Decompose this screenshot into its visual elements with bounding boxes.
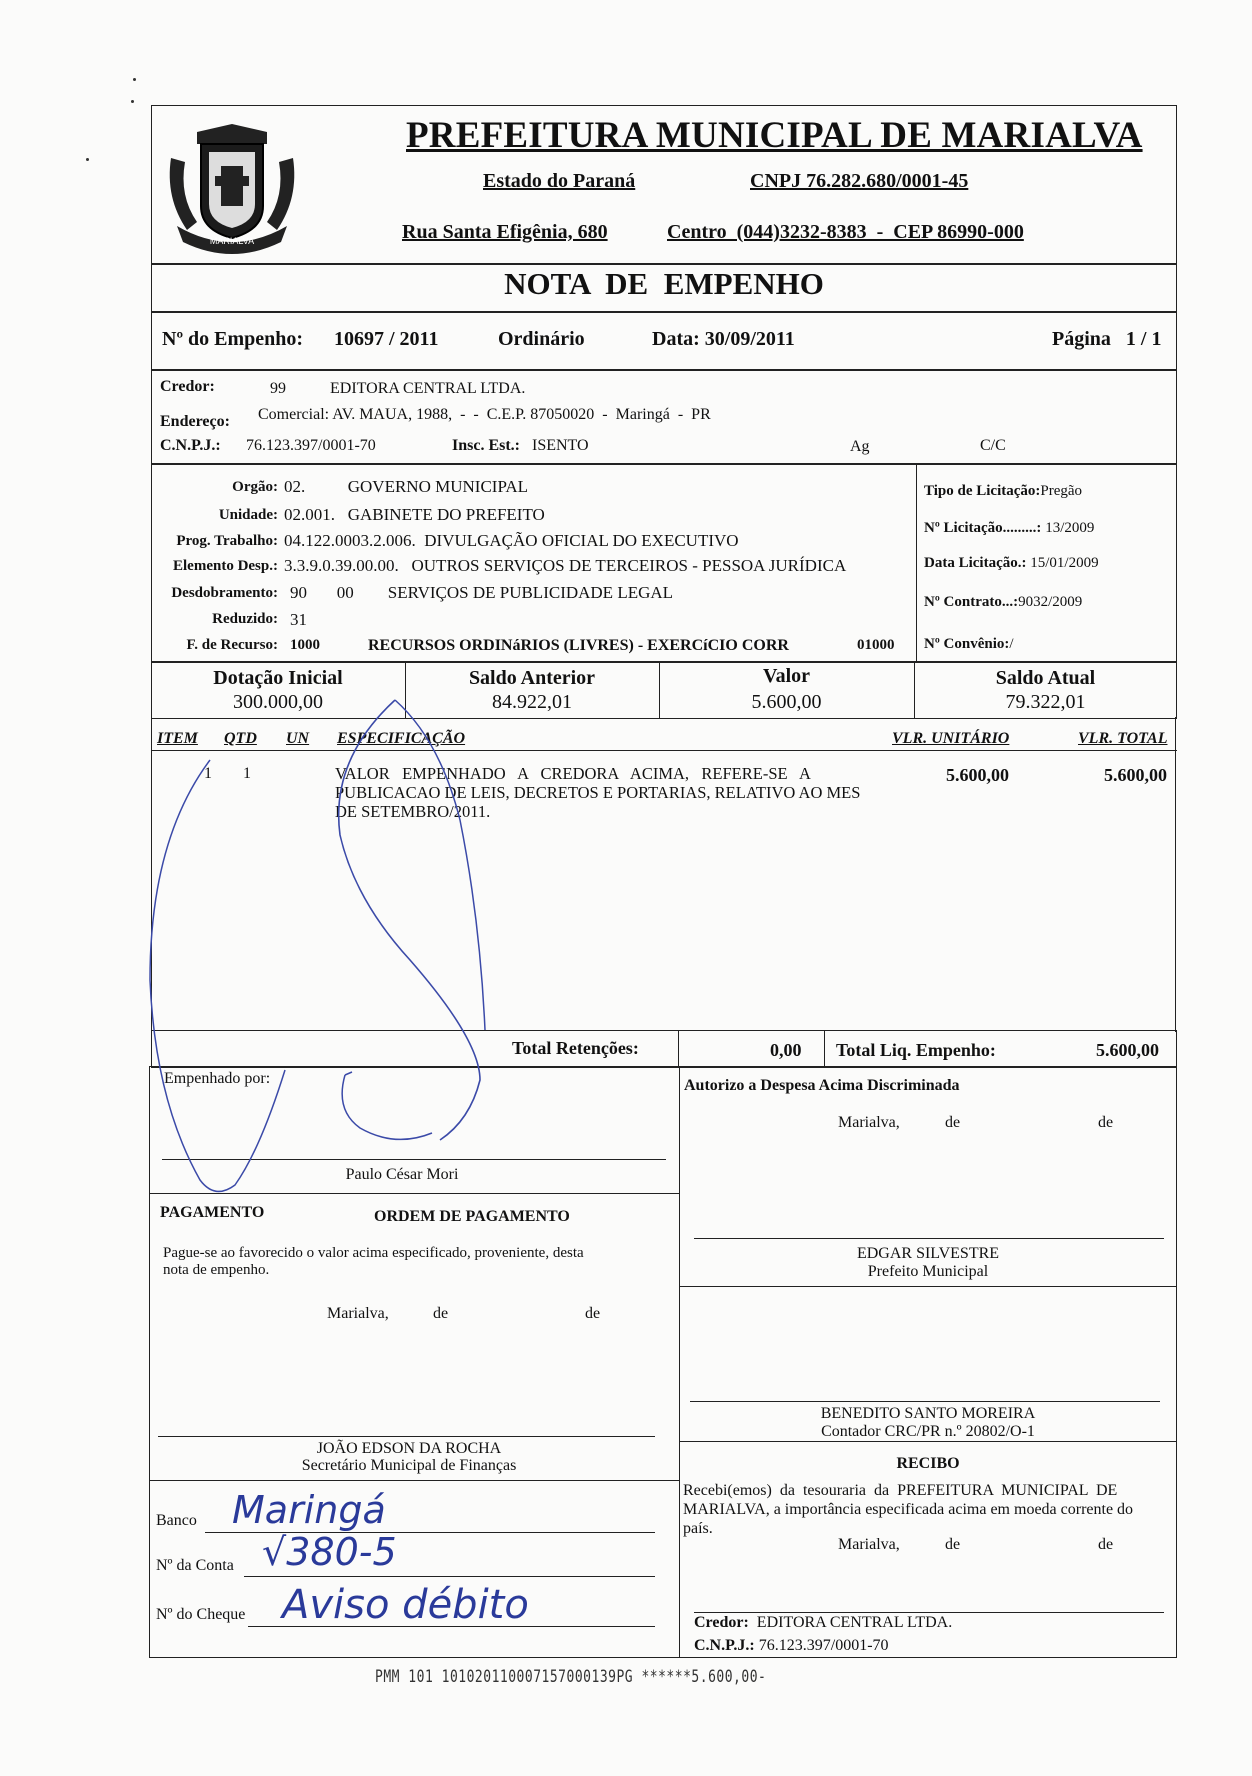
saldo-label: Saldo Atual: [995, 667, 1096, 689]
recibo-cnpj-value: 76.123.397/0001-70: [758, 1637, 889, 1654]
credor-address-label: Endereço:: [160, 413, 230, 430]
recibo-cnpj: [694, 1637, 889, 1655]
col-header-item: ITEM: [157, 730, 198, 747]
licitacao-data-label: Data Licitação.:: [924, 555, 1027, 571]
credor-cc-label: C/C: [980, 437, 1006, 454]
empenho-date: Data: 30/09/2011: [652, 328, 795, 350]
recibo-credor: [694, 1614, 952, 1632]
row-unit: 5.600,00: [946, 765, 1009, 785]
unidade: 02.001. GABINETE DO PREFEITO: [284, 505, 545, 524]
credor-address: Comercial: AV. MAUA, 1988, - - C.E.P. 87050020 - Maringá - PR: [258, 406, 711, 423]
recurso: RECURSOS ORDINáRIOS (LIVRES) - EXERCíCIO CORR: [368, 637, 789, 654]
licitacao-tipo: [924, 483, 1082, 500]
autorizo-signature-line: [694, 1238, 1164, 1239]
contador-signer-role: Contador CRC/PR n.º 20802/O-1: [821, 1423, 1035, 1440]
svg-text:MARIALVA: MARIALVA: [209, 236, 255, 246]
credor-cnpj: 76.123.397/0001-70: [246, 437, 376, 454]
totals-divider: [678, 1030, 679, 1068]
recibo-signature-line: [694, 1612, 1164, 1613]
licitacao-numero: [924, 520, 1094, 537]
saldo-value: 5.600,00: [751, 691, 822, 713]
licitacao-numero-label: Nº Licitação.........:: [924, 520, 1042, 536]
empenho-page: Página 1 / 1: [1052, 328, 1162, 350]
banco-handwritten: Maringá: [232, 1488, 386, 1532]
pagamento-de1: de: [433, 1305, 449, 1322]
prog-label: Prog. Trabalho:: [176, 533, 278, 549]
recurso-label: F. de Recurso:: [186, 637, 278, 653]
recibo-cnpj-label: C.N.P.J.:: [694, 1637, 755, 1654]
autorizo-signer-role: Prefeito Municipal: [867, 1263, 989, 1280]
recibo-text1: Recebi(emos) da tesouraria da PREFEITURA MUNICIPAL DE: [683, 1482, 1118, 1499]
autorizo-bottom-line: [679, 1286, 1177, 1287]
pagamento-de2: de: [585, 1305, 601, 1322]
licitacao-contrato-value: 9032/2009: [1018, 594, 1083, 610]
elemento: 3.3.9.0.39.00.00. OUTROS SERVIÇOS DE TERCEIROS - PESSOA JURÍDICA: [284, 556, 847, 575]
col-header-unit: VLR. UNITÁRIO: [892, 730, 1010, 747]
footer-code: PMM 101 101020110007157000139PG ******5.600,00-: [375, 1667, 767, 1688]
saldo-value: 300.000,00: [233, 691, 323, 713]
row-espec-line1: VALOR EMPENHADO A CREDORA ACIMA, REFERE-SE A: [335, 764, 811, 783]
autorizo-label: Autorizo a Despesa Acima Discriminada: [684, 1077, 960, 1094]
totals-divider: [824, 1030, 825, 1068]
lower-divider: [679, 1066, 680, 1658]
recibo-credor-name: EDITORA CENTRAL LTDA.: [756, 1614, 953, 1631]
conta-line: [244, 1576, 655, 1577]
items-right-border: [1175, 717, 1176, 1032]
pagamento-signature-line: [158, 1436, 655, 1437]
pagamento-city: Marialva,: [327, 1305, 389, 1322]
liquido-label: Total Liq. Empenho:: [836, 1040, 996, 1060]
retencoes-value: 0,00: [770, 1040, 802, 1060]
municipal-crest: [157, 118, 307, 258]
row-espec-line2: PUBLICACAO DE LEIS, DECRETOS E PORTARIAS, RELATIVO AO MES: [335, 783, 861, 802]
licitacao-contrato-label: Nº Contrato...:: [924, 594, 1019, 610]
banco-label: Banco: [156, 1512, 197, 1529]
header-title: PREFEITURA MUNICIPAL DE MARIALVA: [406, 115, 1143, 156]
credor-label: Credor:: [160, 378, 215, 395]
header-address: Rua Santa Efigênia, 680: [402, 221, 608, 243]
scan-speck: [133, 78, 136, 81]
header-contact: Centro (044)3232-8383 - CEP 86990-000: [667, 221, 1024, 243]
recibo-text2: MARIALVA, a importância especificada acima em moeda corrente do: [683, 1501, 1134, 1518]
recibo-text3: país.: [683, 1520, 713, 1537]
empenho-type: Ordinário: [498, 328, 585, 350]
licitacao-data-value: 15/01/2009: [1030, 555, 1099, 571]
saldo-value: 79.322,01: [1005, 691, 1086, 713]
recibo-de2: de: [1098, 1536, 1114, 1553]
empenhado-name: Paulo César Mori: [345, 1166, 459, 1183]
saldo-label: Saldo Anterior: [468, 667, 596, 689]
contador-bottom-line: [679, 1441, 1177, 1442]
recibo-credor-label: Credor:: [694, 1614, 749, 1631]
desdob: 90 00 SERVIÇOS DE PUBLICIDADE LEGAL: [290, 583, 674, 602]
pagamento-ordem: ORDEM DE PAGAMENTO: [374, 1208, 570, 1225]
desdob-label: Desdobramento:: [171, 585, 278, 601]
contador-signer: BENEDITO SANTO MOREIRA: [820, 1405, 1036, 1422]
credor-code: 99: [270, 380, 286, 397]
doc-title: NOTA DE EMPENHO: [504, 266, 824, 301]
saldo-value: 84.922,01: [492, 691, 572, 713]
orgao: 02. GOVERNO MUNICIPAL: [284, 477, 528, 496]
classificacao-divider: [916, 463, 917, 663]
licitacao-contrato: [924, 594, 1082, 611]
autorizo-signer: EDGAR SILVESTRE: [856, 1245, 1000, 1262]
recibo-de1: de: [945, 1536, 961, 1553]
pagamento-text1: Pague-se ao favorecido o valor acima especificado, proveniente, desta: [163, 1245, 584, 1261]
col-header-total: VLR. TOTAL: [1078, 730, 1168, 747]
autorizo-de1: de: [945, 1114, 961, 1131]
pagamento-signer-role: Secretário Municipal de Finanças: [301, 1457, 517, 1474]
row-qtd: 1: [243, 765, 251, 782]
elemento-label: Elemento Desp.:: [173, 558, 278, 574]
credor-ag-label: Ag: [850, 438, 870, 455]
empenho-number: 10697 / 2011: [334, 328, 439, 350]
retencoes-label: Total Retenções:: [512, 1038, 639, 1058]
empenhado-bottom-line: [149, 1193, 680, 1194]
scan-speck: [131, 100, 134, 103]
autorizo-de2: de: [1098, 1114, 1114, 1131]
items-header-line: [151, 750, 1177, 751]
cheque-handwritten: Aviso débito: [282, 1582, 529, 1628]
licitacao-numero-value: 13/2009: [1045, 520, 1095, 536]
licitacao-tipo-label: Tipo de Licitação:: [924, 483, 1041, 499]
conta-handwritten: √380-5: [262, 1530, 397, 1574]
header-cnpj: CNPJ 76.282.680/0001-45: [750, 170, 969, 192]
orgao-label: Orgão:: [232, 479, 278, 495]
licitacao-tipo-value: Pregão: [1040, 483, 1083, 499]
credor-insc: ISENTO: [532, 437, 589, 454]
credor-cnpj-label: C.N.P.J.:: [160, 437, 221, 454]
recibo-title: RECIBO: [896, 1455, 960, 1472]
reduzido-label: Reduzido:: [212, 611, 278, 627]
totals-box: [151, 1030, 1177, 1068]
licitacao-convenio: [924, 636, 1014, 653]
cheque-label: Nº do Cheque: [156, 1606, 246, 1623]
col-header-qtd: QTD: [224, 730, 257, 747]
autorizo-city: Marialva,: [838, 1114, 900, 1131]
col-header-espec: ESPECIFICAÇÃO: [337, 730, 466, 747]
pagamento-text2: nota de empenho.: [163, 1262, 270, 1278]
pagamento-signer: JOÃO EDSON DA ROCHA: [316, 1440, 502, 1457]
liquido-value: 5.600,00: [1096, 1040, 1159, 1060]
empenhado-label: Empenhado por:: [164, 1070, 271, 1087]
empenho-label: Nº do Empenho:: [162, 328, 304, 350]
scan-speck: [86, 158, 89, 161]
contador-signature-line: [690, 1401, 1160, 1402]
recibo-city: Marialva,: [838, 1536, 900, 1553]
saldo-label: Dotação Inicial: [213, 667, 343, 689]
col-header-un: UN: [286, 730, 310, 747]
credor-insc-label: Insc. Est.:: [452, 437, 521, 454]
row-espec-line3: DE SETEMBRO/2011.: [335, 802, 491, 821]
credor-name: EDITORA CENTRAL LTDA.: [330, 380, 526, 397]
recurso-code: 1000: [290, 637, 320, 653]
header-state: Estado do Paraná: [483, 170, 636, 192]
licitacao-convenio-label: Nº Convênio:: [924, 636, 1010, 652]
pagamento-label: PAGAMENTO: [160, 1204, 265, 1221]
prog: 04.122.0003.2.006. DIVULGAÇÃO OFICIAL DO EXECUTIVO: [284, 531, 739, 550]
unidade-label: Unidade:: [218, 507, 278, 523]
conta-label: Nº da Conta: [156, 1557, 234, 1574]
row-item: 1: [204, 765, 212, 782]
reduzido: 31: [290, 610, 307, 629]
licitacao-convenio-value: /: [1009, 636, 1014, 652]
empenhado-signature-line: [162, 1159, 666, 1160]
items-left-border: [151, 717, 152, 1032]
licitacao-data: [924, 555, 1099, 572]
pagamento-bottom-line: [149, 1480, 680, 1481]
row-total: 5.600,00: [1104, 765, 1167, 785]
saldo-label: Valor: [762, 665, 811, 687]
recurso-num: 01000: [857, 637, 895, 653]
